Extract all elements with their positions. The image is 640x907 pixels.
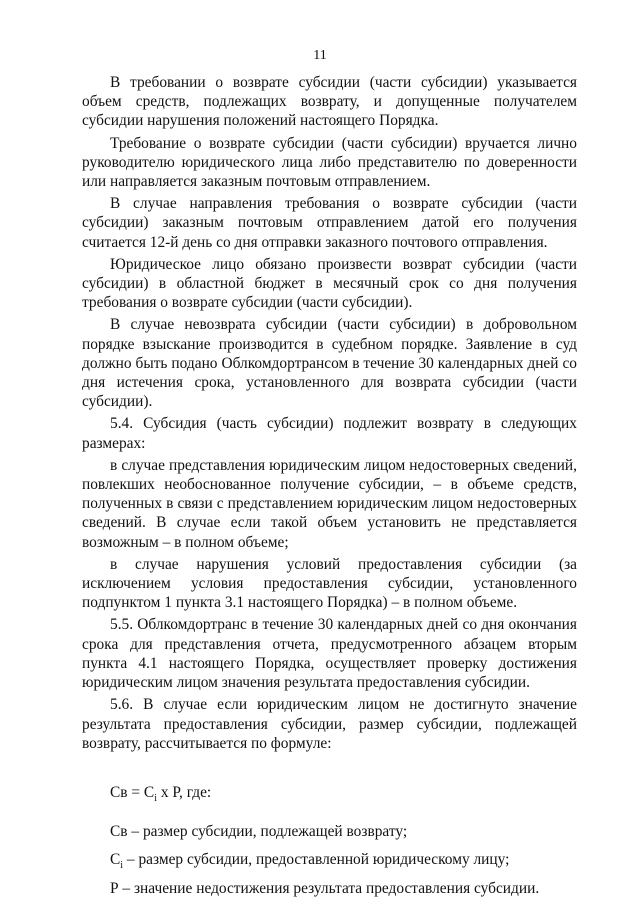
definition-text: – значение недостижения результата предоставления субсидии. [118, 879, 540, 897]
paragraph: В требовании о возврате субсидии (части субсидии) указывается объем средств, подлежащих возврату, и допущенные получателем субсидии нарушения положений настоящего Порядка. [82, 74, 577, 130]
definition-text: – размер субсидии, предоставленной юридическому лицу; [123, 851, 510, 869]
formula-rhs: х Р, где: [156, 783, 212, 801]
paragraph: 5.6. В случае если юридическим лицом не достигнуто значение результата предоставления субсидии, размер субсидии, подлежащей возврату, рассчитывается по формуле: [82, 696, 577, 752]
paragraph: 5.4. Субсидия (часть субсидии) подлежит возврату в следующих размерах: [82, 415, 577, 452]
paragraph: Юридическое лицо обязано произвести возврат субсидии (части субсидии) в областной бюджет в месячный срок со дня получения требования о возврате субсидии (части субсидии). [82, 255, 577, 312]
paragraph: в случае нарушения условий предоставления субсидии (за исключением условия предоставления субсидии, установленного подпунктом 1 пункта 3.1 настоящего Порядка) – в полном объеме. [82, 555, 577, 612]
paragraph: Требование о возврате субсидии (части субсидии) вручается лично руководителю юридического лица либо представителю по доверенности или направляется заказным почтовым отправлением. [82, 134, 577, 191]
definition-term: С [110, 851, 121, 869]
paragraph: В случае невозврата субсидии (части субсидии) в добровольном порядке взыскание производится в судебном порядке. Заявление в суд должно быть подано Облкомдортрансом в течение 30 календарных дней со дня истечения срока, установленного для возврата субсидии (части субсидии). [82, 316, 577, 411]
definition-term: Р [110, 879, 119, 897]
definition-term: Св [110, 823, 128, 841]
page-number: 11 [313, 48, 327, 63]
formula [110, 783, 577, 808]
definition-text: – размер субсидии, подлежащей возврату; [127, 823, 408, 841]
definition-subscript: i [120, 860, 124, 872]
paragraph: В случае направления требования о возврате субсидии (части субсидии) заказным почтовым отправлением датой его получения считается 12-й день со дня отправки заказного почтового отправления. [82, 195, 577, 251]
definition [82, 879, 577, 904]
paragraph: в случае представления юридическим лицом недостоверных сведений, повлекших необоснованное получение субсидии, – в объеме средств, полученных в связи с представлением юридическим лицом недостоверных сведений. В случае если такой объем установить не представляется возможным – в полном объеме; [82, 456, 577, 551]
definition [82, 822, 577, 847]
definition [82, 850, 577, 875]
formula-lhs: Св = С [110, 783, 155, 801]
paragraph: 5.5. Облкомдортранс в течение 30 календарных дней со дня окончания срока для представления отчета, предусмотренного абзацем вторым пункта 4.1 настоящего Порядка, осуществляет проверку достижения юридическим лицом значения результата предоставления субсидии. [82, 616, 577, 692]
document-body [82, 73, 577, 907]
formula-subscript: i [154, 792, 157, 804]
